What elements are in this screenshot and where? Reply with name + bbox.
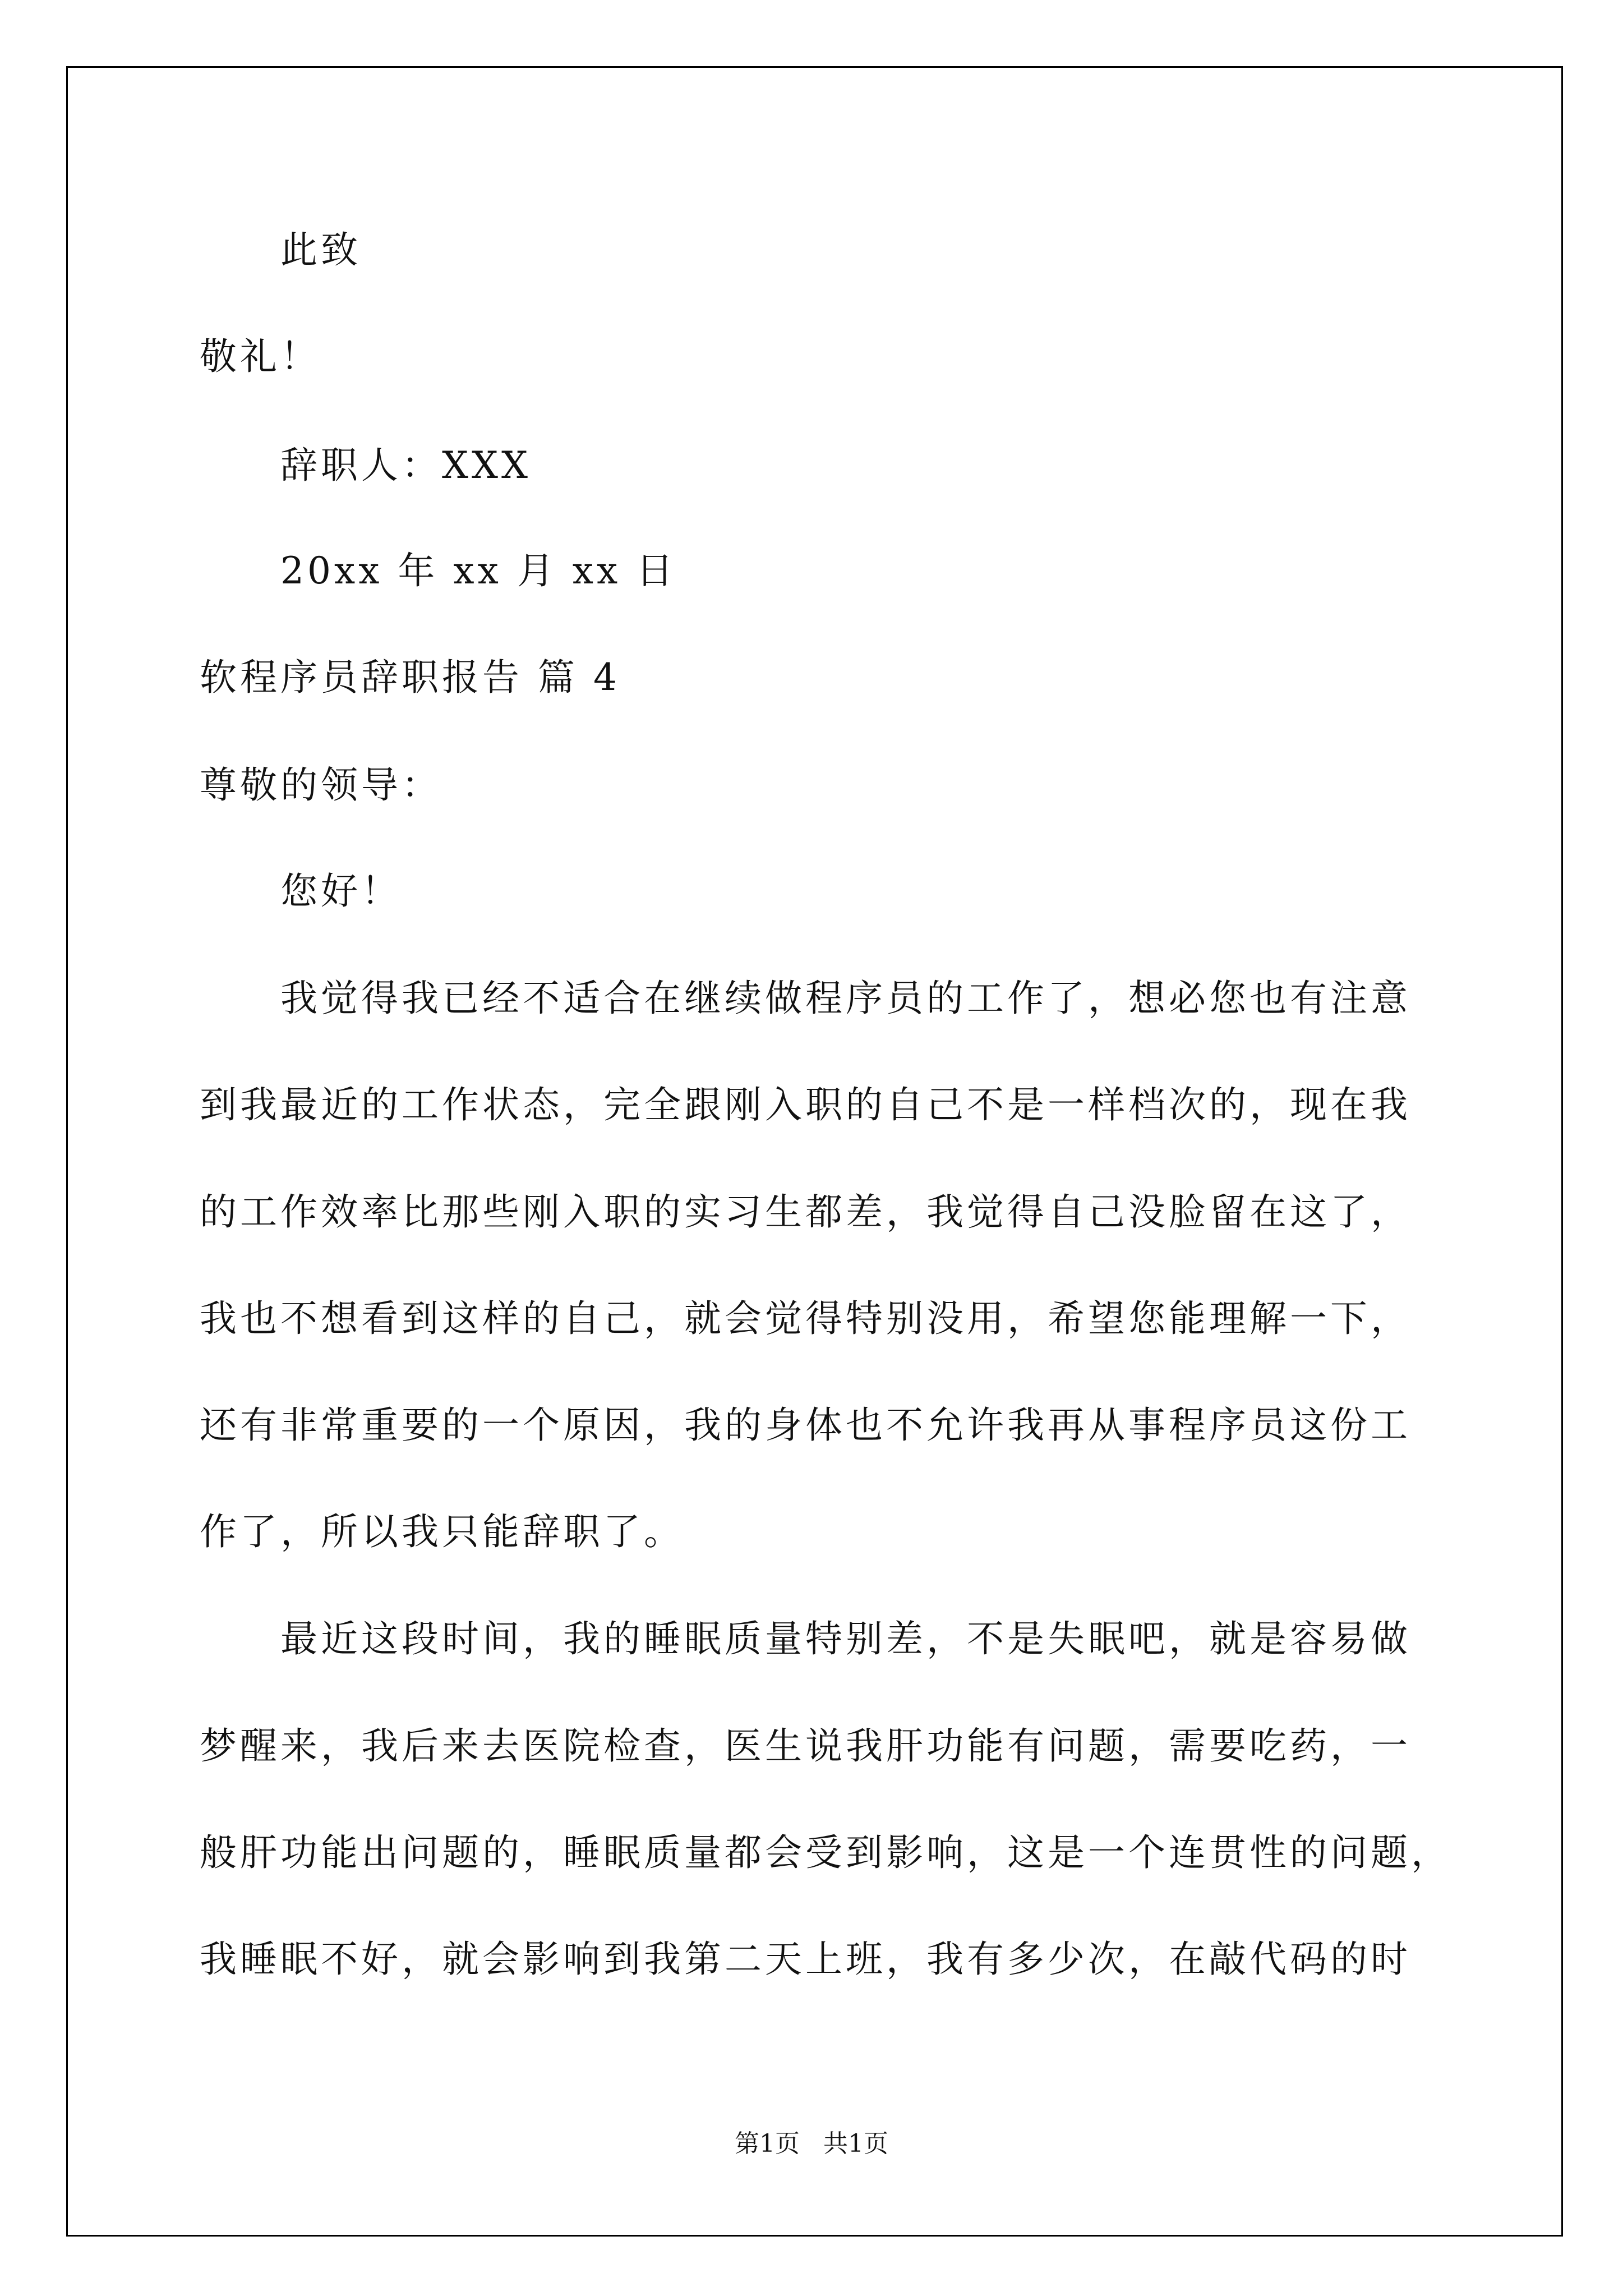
addressee-line: 尊敬的领导： [200,763,442,807]
paragraph2-line: 般肝功能出问题的，睡眠质量都会受到影响，这是一个连贯性的问题， [200,1831,1451,1874]
greeting-line: 您好！ [280,869,402,913]
paragraph1-line: 还有非常重要的一个原因，我的身体也不允许我再从事程序员这份工 [200,1404,1411,1447]
section-title: 软程序员辞职报告 篇 4 [200,656,620,699]
paragraph1-line: 的工作效率比那些刚入职的实习生都差，我觉得自己没脸留在这了， [200,1190,1411,1234]
paragraph1-line: 作了，所以我只能辞职了。 [200,1510,684,1553]
paragraph2-line: 最近这段时间，我的睡眠质量特别差，不是失眠吧，就是容易做 [280,1617,1411,1660]
paragraph1-line: 我觉得我已经不适合在继续做程序员的工作了，想必您也有注意 [280,977,1411,1020]
closing-line: 此致 [280,228,361,272]
page-footer: 第1页 共1页 [735,2129,888,2158]
paragraph1-line: 到我最近的工作状态，完全跟刚入职的自己不是一样档次的，现在我 [200,1083,1411,1126]
paragraph1-line: 我也不想看到这样的自己，就会觉得特别没用，希望您能理解一下， [200,1297,1411,1340]
page-border [66,66,1563,2237]
signer-line: 辞职人：XXX [280,444,531,487]
paragraph2-line: 梦醒来，我后来去医院检查，医生说我肝功能有问题，需要吃药，一 [200,1724,1411,1768]
paragraph2-line: 我睡眠不好，就会影响到我第二天上班，我有多少次，在敲代码的时 [200,1938,1411,1981]
date-line: 20xx 年 xx 月 xx 日 [280,549,677,592]
salute-line: 敬礼！ [200,335,321,378]
